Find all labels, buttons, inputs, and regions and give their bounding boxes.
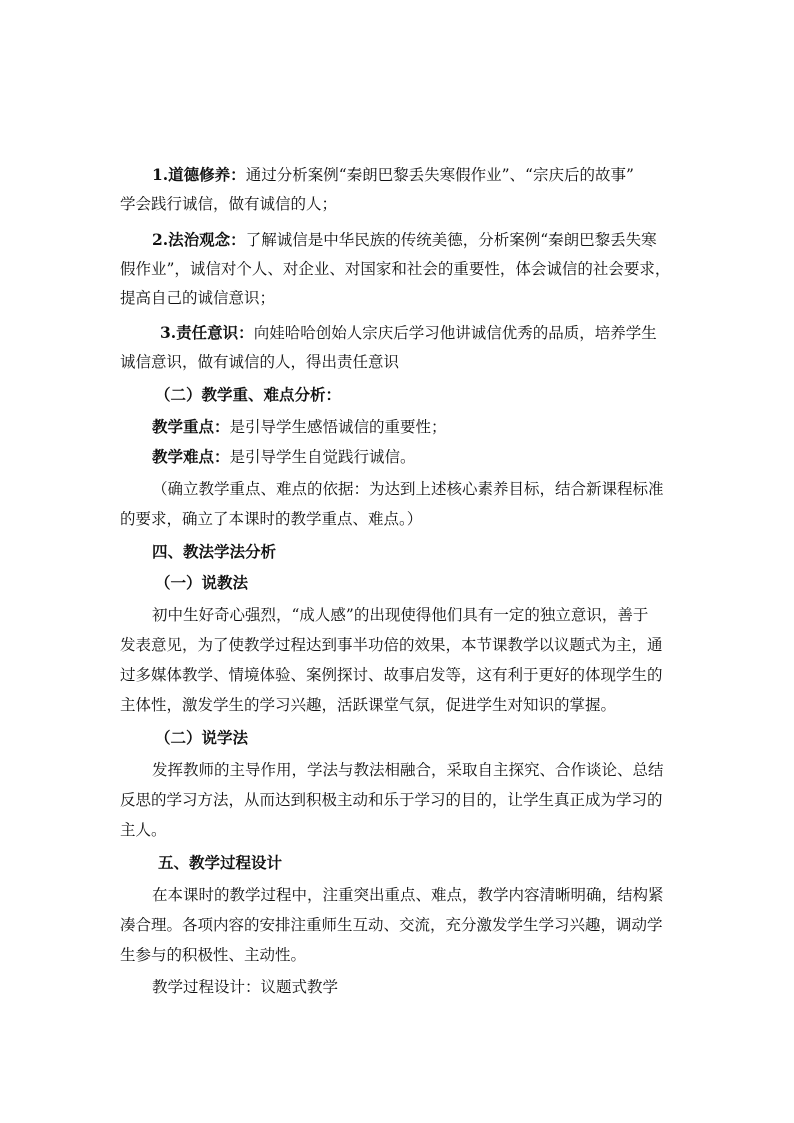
process-design-line: 教学过程设计：议题式教学 [152, 978, 339, 996]
duty-paragraph-line-1 [160, 322, 657, 344]
key-point-text: 是引导学生感悟诚信的重要性； [229, 418, 447, 436]
moral-text-1: 通过分析案例“秦朗巴黎丢失寒假作业”、“宗庆后的故事” [245, 166, 634, 184]
law-paragraph-line-3: 提高自己的诚信意识； [120, 289, 276, 307]
duty-label: 3.责任意识： [160, 323, 254, 342]
duty-paragraph-line-2: 诚信意识，做有诚信的人，得出责任意识 [120, 353, 400, 371]
heading-learning-method: （二）说学法 [155, 728, 249, 747]
heading-section-4: 四、教法学法分析 [152, 542, 277, 561]
process-line-2: 凑合理。各项内容的安排注重师生互动、交流，充分激发学生学习兴趣，调动学 [120, 916, 663, 934]
learn-line-1: 发挥教师的主导作用，学法与教法相融合，采取自主探究、合作谈论、总结 [152, 761, 664, 779]
teach-line-1: 初中生好奇心强烈，“成人感”的出现使得他们具有一定的独立意识，善于 [152, 606, 649, 624]
difficult-point-label: 教学难点： [152, 447, 230, 466]
process-line-1: 在本课时的教学过程中，注重突出重点、难点，教学内容清晰明确，结构紧 [152, 886, 664, 904]
duty-text-1: 向娃哈哈创始人宗庆后学习他讲诚信优秀的品质，培养学生 [253, 324, 657, 342]
law-paragraph-line-1 [152, 229, 657, 251]
heading-key-difficult: （二）教学重、难点分析： [155, 385, 342, 404]
moral-label: 1.道德修养： [152, 165, 246, 184]
learn-line-2: 反思的学习方法，从而达到积极主动和乐于学习的目的，让学生真正成为学习的 [120, 791, 663, 809]
law-text-1: 了解诚信是中华民族的传统美德，分析案例“秦朗巴黎丢失寒 [245, 231, 657, 249]
heading-teaching-method: （一）说教法 [155, 573, 249, 592]
basis-line-1: （确立教学重点、难点的依据：为达到上述核心素养目标，结合新课程标准 [152, 480, 664, 498]
moral-paragraph-line-1 [152, 164, 634, 186]
difficult-point-line [152, 446, 416, 468]
process-line-3: 生参与的积极性、主动性。 [120, 946, 307, 964]
key-point-label: 教学重点： [152, 417, 230, 436]
teach-line-2: 发表意见，为了使教学过程达到事半功倍的效果，本节课教学以议题式为主，通 [120, 636, 663, 654]
teach-line-4: 主体性，激发学生的学习兴趣，活跃课堂气氛，促进学生对知识的掌握。 [120, 696, 617, 714]
teach-line-3: 过多媒体教学、情境体验、案例探讨、故事启发等，这有利于更好的体现学生的 [120, 666, 663, 684]
moral-paragraph-line-2: 学会践行诚信，做有诚信的人； [120, 195, 338, 213]
difficult-point-text: 是引导学生自觉践行诚信。 [229, 448, 416, 466]
key-point-line [152, 416, 447, 438]
law-paragraph-line-2: 假作业”，诚信对个人、对企业、对国家和社会的重要性，体会诚信的社会要求， [120, 260, 671, 278]
basis-line-2: 的要求，确立了本课时的教学重点、难点。） [120, 510, 423, 528]
law-label: 2.法治观念： [152, 230, 246, 249]
learn-line-3: 主人。 [120, 821, 167, 839]
heading-section-5: 五、教学过程设计 [158, 853, 283, 872]
